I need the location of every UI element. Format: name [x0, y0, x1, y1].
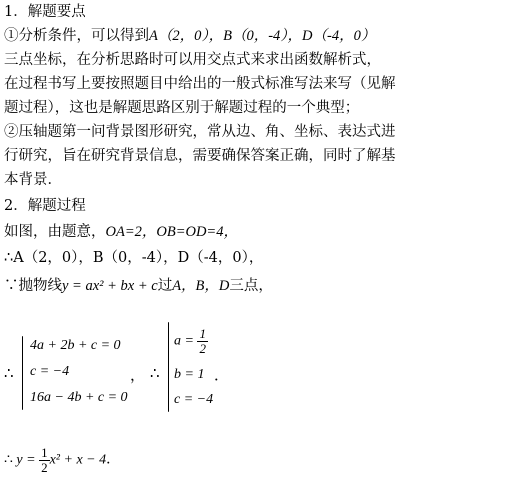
- parabola-equation: y = ax² + bx + c: [62, 278, 158, 294]
- text-fragment: ∵抛物线: [4, 278, 62, 294]
- text-fragment: ①分析条件，可以得到: [4, 28, 149, 44]
- therefore-symbol: ∴: [4, 364, 14, 382]
- text-line-11: ∴A（2，0），B（0，-4），D（-4，0），: [4, 250, 264, 266]
- therefore-symbol: ∴: [150, 364, 160, 382]
- denominator: 2: [199, 341, 206, 356]
- therefore-symbol: ∴: [4, 451, 13, 468]
- lengths: OA=2，OB=OD=4，: [105, 224, 238, 240]
- final-expression: x² + x − 4: [49, 452, 107, 468]
- points: A，B，D: [172, 278, 230, 294]
- period: ．: [106, 452, 121, 468]
- final-equation: [4, 446, 120, 475]
- fraction: [197, 327, 208, 356]
- solution-a: [174, 327, 208, 356]
- text-line-3: 三点坐标，在分析思路时可以用交点式来求出函数解析式，: [4, 52, 381, 68]
- numerator: 1: [41, 445, 48, 460]
- solution-c: c = −4: [174, 392, 214, 407]
- text-line-7: 行研究，旨在研究背景信息，需要确保答案正确，同时了解基: [4, 148, 396, 164]
- equation-row: 16a − 4b + c = 0: [30, 390, 128, 405]
- section-heading-1: 1．解题要点: [4, 4, 86, 20]
- text-fragment: 过: [157, 278, 173, 294]
- section-heading-2: 2．解题过程: [4, 198, 86, 214]
- text-line-8: 本背景．: [4, 172, 62, 188]
- text-line-4: 在过程书写上要按照题目中给出的一般式标准写法来写（见解: [4, 76, 396, 92]
- text-fragment: 如图，由题意，: [4, 224, 106, 240]
- text-line-6: ②压轴题第一问背景图形研究，常从边、角、坐标、表达式进: [4, 124, 396, 140]
- equation-row: 4a + 2b + c = 0: [30, 338, 121, 353]
- solution-b: b = 1: [174, 367, 205, 382]
- period: ．: [214, 366, 230, 384]
- text-line-10: [4, 223, 238, 241]
- a-label: a =: [174, 333, 194, 349]
- left-brace: [168, 322, 169, 412]
- coordinates: A（2，0），B（0，-4），D（-4，0）: [149, 28, 376, 44]
- left-brace: [22, 336, 23, 410]
- comma: ，: [130, 366, 146, 384]
- text-line-2: [4, 27, 375, 45]
- text-fragment: 三点，: [229, 278, 273, 294]
- y-label: y =: [16, 452, 36, 468]
- denominator: 2: [41, 460, 48, 475]
- fraction: [39, 446, 50, 475]
- numerator: 1: [199, 326, 206, 341]
- text-line-12: [4, 277, 273, 295]
- text-line-5: 题过程），这也是解题思路区别于解题过程的一个典型；: [4, 100, 360, 116]
- equation-row: c = −4: [30, 364, 70, 379]
